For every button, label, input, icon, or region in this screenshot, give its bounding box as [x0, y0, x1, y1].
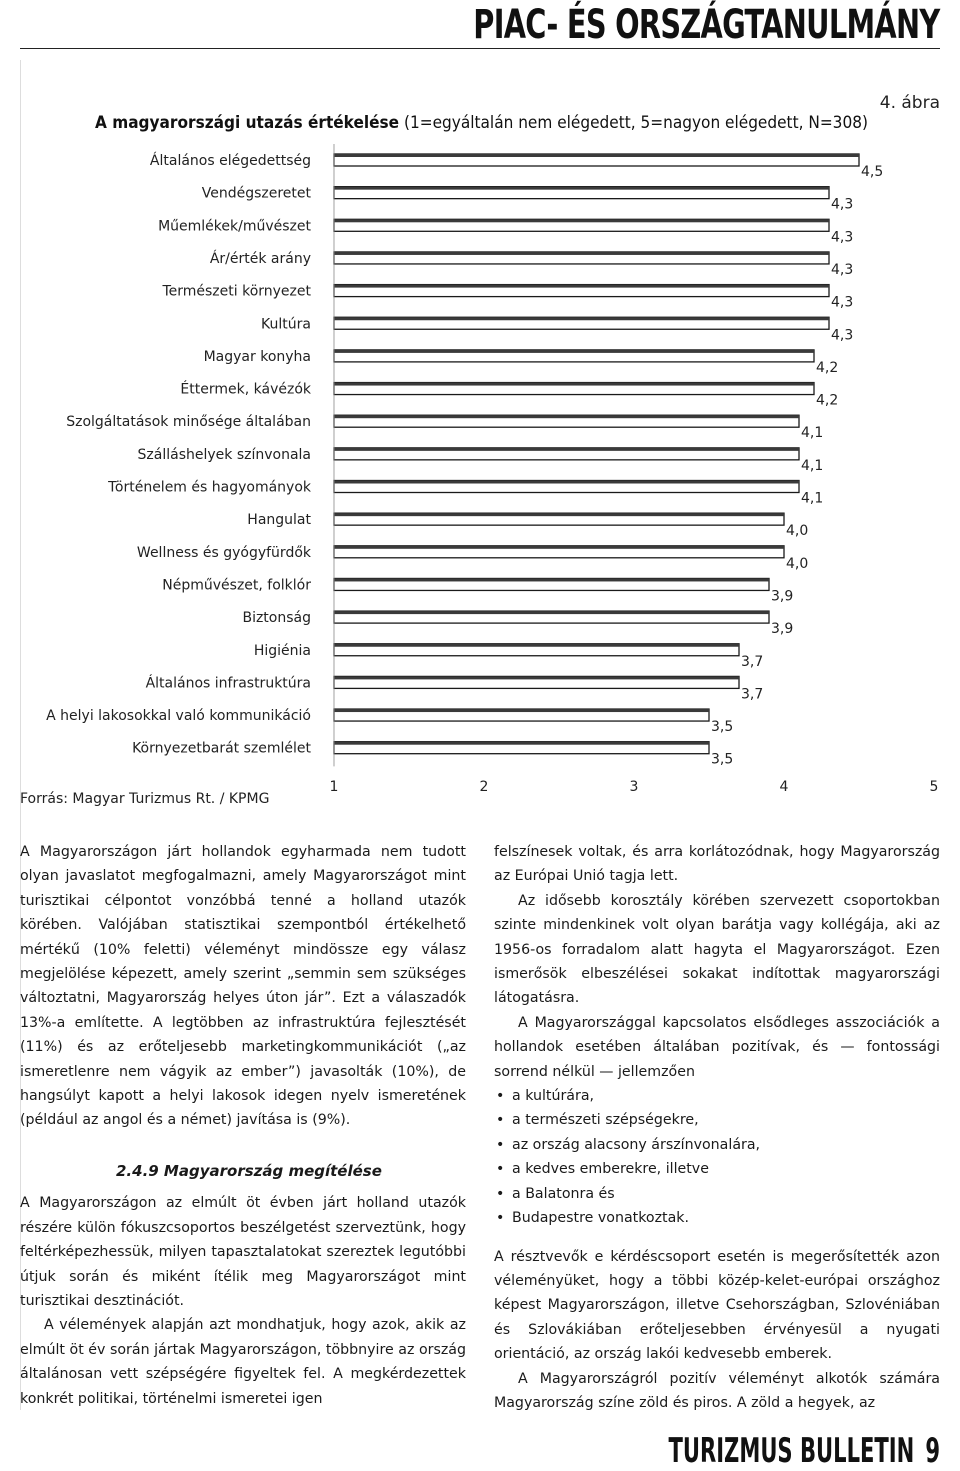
bar-cap	[334, 709, 709, 712]
value-label: 4,5	[861, 164, 884, 180]
value-label: 4,1	[801, 457, 824, 474]
value-label: 3,5	[711, 719, 734, 736]
left-paragraph-1: A Magyarországon járt hollandok egyharmada nem tudott olyan javaslatot megfogalmazni, amely Magyarországot mint turisztikai célpontot vonzóbbá tenné a holland utazók körében. Valójában statisztikai szempontból értékelhető mértékű (10% feletti) véleményt mindössze egy válasz megjelölése képezett, amely szerint „semmin sem szükséges változtatni, Magyarország helyes úton jár”. Ezt a válaszadók 13%-a említette. A legtöbben az infrastruktúra fejlesztését (11%) és az erőteljesebb marketingkommunikációt („az ismeretlenre nem vágyik az ember”) javasolták (10%), de hangsúlyt kapott a helyi lakosok idegen nyelv ismeretének (például az angol és a német) javítása is (9%).	[20, 844, 466, 1129]
list-item: • az ország alacsony árszínvonalára,	[512, 1133, 940, 1157]
category-label: Biztonság	[242, 610, 311, 627]
left-column	[20, 840, 466, 1411]
list-item: • a kedves emberekre, illetve	[512, 1157, 940, 1181]
bar-cap	[334, 154, 859, 157]
association-list	[494, 1084, 940, 1230]
bar-cap	[334, 742, 709, 745]
value-label: 4,3	[831, 196, 854, 213]
value-label: 4,3	[831, 261, 854, 278]
right-paragraph-1: felszínesek voltak, és arra korlátozódnak, hogy Magyarország az Európai Unió tagja lett.	[494, 844, 940, 885]
figure-label: 4. ábra	[879, 93, 940, 113]
category-label: Szolgáltatások minősége általában	[66, 414, 311, 431]
x-tick-label: 4	[779, 779, 789, 795]
chart-title-rest: (1=egyáltalán nem elégedett, 5=nagyon elégedett, N=308)	[399, 113, 868, 132]
list-item: • a természeti szépségekre,	[512, 1108, 940, 1132]
category-label: Kultúra	[261, 316, 311, 333]
value-label: 4,2	[816, 392, 839, 409]
value-label: 4,3	[831, 327, 854, 344]
value-label: 3,9	[771, 588, 794, 605]
value-label: 4,1	[801, 490, 824, 507]
bar-cap	[334, 676, 739, 679]
bar-cap	[334, 187, 829, 190]
page-number: 9	[925, 1431, 940, 1471]
value-label: 3,7	[741, 653, 764, 670]
footer	[668, 1431, 940, 1471]
list-item: • Budapestre vonatkoztak.	[512, 1206, 940, 1230]
bar-cap	[334, 285, 829, 288]
bar-cap	[334, 252, 829, 255]
category-label: Szálláshelyek színvonala	[137, 446, 311, 463]
category-label: Wellness és gyógyfürdők	[136, 544, 311, 561]
chart-source: Forrás: Magyar Turizmus Rt. / KPMG	[20, 791, 270, 807]
category-label: Általános infrastruktúra	[145, 675, 311, 692]
bar-cap	[334, 513, 784, 516]
category-label: A helyi lakosokkal való kommunikáció	[46, 708, 311, 725]
value-label: 4,0	[786, 555, 809, 572]
right-paragraph-2: Az idősebb korosztály körében szervezett csoportokban szinte mindenkinek volt olyan barátja vagy kollégája, aki az 1956-os forradalom alatt hagyta el Magyarországot. Ezen ismerősök elbeszélései sokakat indítottak magyarországi látogatásra.	[494, 892, 940, 1007]
category-label: Népművészet, folklór	[162, 577, 311, 594]
spacer	[494, 1231, 940, 1245]
list-item: • a Balatonra és	[512, 1182, 940, 1206]
chart-title	[95, 113, 868, 132]
bar-chart	[0, 140, 960, 800]
value-label: 3,5	[711, 751, 734, 768]
category-label: Vendégszeretet	[201, 185, 311, 202]
chart-title-bold: A magyarországi utazás értékelése	[95, 113, 400, 132]
bar-cap	[334, 317, 829, 320]
bar-cap	[334, 481, 799, 484]
x-tick-label: 1	[329, 779, 339, 795]
value-label: 4,2	[816, 359, 839, 376]
value-label: 4,1	[801, 425, 824, 442]
bar-cap	[334, 611, 769, 614]
value-label: 3,9	[771, 621, 794, 638]
category-label: Általános elégedettség	[149, 153, 311, 169]
value-label: 4,3	[831, 229, 854, 246]
right-paragraph-4: A résztvevők e kérdéscsoport esetén is megerősítették azon véleményüket, hogy a többi közép-kelet-európai országhoz képest Magyarországon, illetve Csehországban, Szlovéniában és Szlovákiában erőteljesebben érvényesül a nyugati orientáció, az ország lakói kedvesebb emberek.	[494, 1248, 940, 1363]
bar-cap	[334, 644, 739, 647]
bar-cap	[334, 383, 814, 386]
right-paragraph-3: A Magyarországgal kapcsolatos elsődleges asszociációk a hollandok esetében általában pozitívak, és — fontossági sorrend nélkül — jellemzően	[494, 1014, 940, 1080]
category-label: Éttermek, kávézók	[180, 381, 311, 398]
header-rule	[20, 48, 940, 49]
right-paragraph-5: A Magyarországról pozitív véleményt alkotók számára Magyarország színe zöld és piros. A zöld a hegyek, az	[494, 1370, 940, 1411]
list-item: • a kultúrára,	[512, 1084, 940, 1108]
bar-cap	[334, 448, 799, 451]
category-label: Történelem és hagyományok	[108, 479, 311, 496]
category-label: Ár/érték arány	[209, 250, 311, 267]
bar-cap	[334, 578, 769, 581]
section-title: 2.4.9 Magyarország megítélése	[116, 1161, 382, 1180]
bar-cap	[334, 219, 829, 222]
category-label: Higiénia	[253, 642, 311, 659]
category-label: Műemlékek/művészet	[158, 218, 311, 235]
x-tick-label: 5	[929, 779, 939, 795]
left-paragraph-3: A vélemények alapján azt mondhatjuk, hogy azok, akik az elmúlt öt év során jártak Magyarországon, többnyire az ország általánosan vett szépségére figyeltek fel. A megkérdezettek konkrét politikai, történelmi ismeretei igen	[20, 1317, 466, 1407]
bar-cap	[334, 415, 799, 418]
bar-cap	[334, 350, 814, 353]
value-label: 4,3	[831, 294, 854, 311]
left-paragraph-2: A Magyarországon az elmúlt öt évben járt holland utazók részére külön fókuszcsoportos beszélgetést szerveztünk, hogy feltérképezhessük, milyen tapasztalatokat szereztek legutóbbi útjuk során és miként ítélik meg Magyarországot mint turisztikai desztinációt.	[20, 1195, 466, 1309]
category-label: Környezetbarát szemlélet	[132, 740, 311, 757]
bar-cap	[334, 546, 784, 549]
value-label: 3,7	[741, 686, 764, 703]
publication-name: TURIZMUS BULLETIN	[668, 1431, 915, 1471]
right-column	[494, 840, 940, 1415]
x-tick-label: 3	[629, 779, 639, 795]
category-label: Magyar konyha	[203, 348, 311, 365]
value-label: 4,0	[786, 523, 809, 540]
category-label: Hangulat	[247, 512, 311, 529]
x-tick-label: 2	[479, 779, 489, 795]
section-header-title: PIAC- ÉS ORSZÁGTANULMÁNY	[473, 2, 940, 48]
category-label: Természeti környezet	[162, 283, 311, 300]
